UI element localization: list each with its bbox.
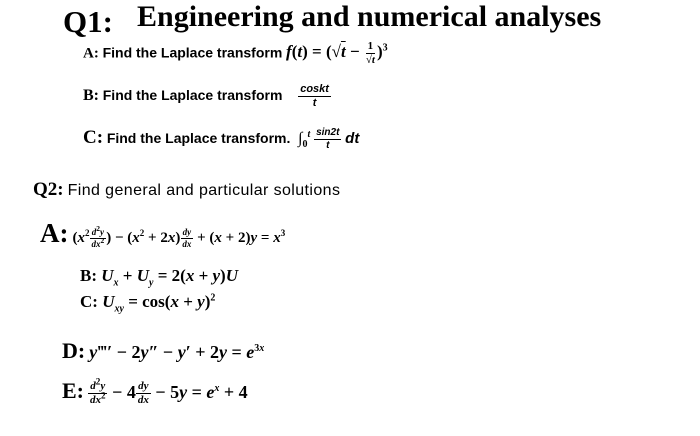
q2-title: Find general and particular solutions	[67, 182, 341, 199]
q1-part-c	[83, 127, 359, 151]
q2-b-label: B:	[80, 266, 97, 285]
q1-a-text: Find the Laplace transform	[102, 44, 283, 61]
q2-label: Q2:	[33, 179, 64, 200]
q2-heading	[33, 179, 340, 201]
q2-d-label: D:	[62, 338, 86, 363]
q1-part-b	[83, 84, 331, 109]
q1-c-lower-limit: 0	[302, 139, 308, 150]
q2-part-e	[62, 378, 248, 406]
q1-c-dt: dt	[345, 130, 360, 147]
q2-part-b	[80, 266, 238, 289]
q2-c-label: C:	[80, 292, 98, 311]
q1-c-text: Find the Laplace transform.	[106, 130, 291, 146]
q1-part-a	[83, 41, 388, 66]
q1-c-upper-limit: t	[307, 129, 311, 140]
q2-d-equation: y‴′ − $2y'' - y' + 2y = e^{3x}$	[89, 342, 265, 362]
q1-c-integral: $\int_0^t$ $\frac{\sin 2t}{t}$ dt	[298, 127, 360, 152]
q1-c-numerator: sin2t	[316, 127, 340, 139]
q1-b-label: B:	[83, 86, 99, 104]
q1-title: Engineering and numerical analyses	[137, 0, 602, 33]
q1-c-denominator: t	[326, 140, 330, 152]
q2-e-equation: $\frac{d^2y}{dx^2}$ − 4 $\frac{dy}{dx}$ − $5y = e^x + 4$	[90, 376, 248, 407]
q2-e-label: E:	[62, 378, 84, 403]
q1-a-label: A:	[83, 45, 99, 62]
q1-b-denominator: t	[312, 97, 317, 109]
q1-label: Q1:	[63, 4, 113, 39]
q2-part-c	[80, 292, 216, 315]
q2-part-a	[40, 218, 285, 249]
q2-part-d	[62, 338, 264, 364]
q1-b-numerator: coskt	[300, 83, 329, 95]
q1-c-label: C:	[83, 127, 104, 148]
q2-a-label: A:	[40, 218, 69, 248]
q1-b-fraction	[298, 84, 331, 109]
q2-a-equation: ($x^2$ $\frac{d^2y}{dx^2}$ ) − $(x^2 + 2x)$ $\frac{dy}{dx}$ + $(x + 2)y = x^3$	[72, 224, 286, 250]
q2-c-equation: $U_{xy} = \cos(x + y)^2$	[102, 292, 216, 315]
q1-a-formula: f(t) = (√t − $\frac{1}{√t}$ )$^3$	[286, 40, 388, 66]
q2-b-equation: $U_x + U_y = 2(x + y)U$	[101, 266, 238, 289]
q1-b-text: Find the Laplace transform	[102, 86, 283, 103]
